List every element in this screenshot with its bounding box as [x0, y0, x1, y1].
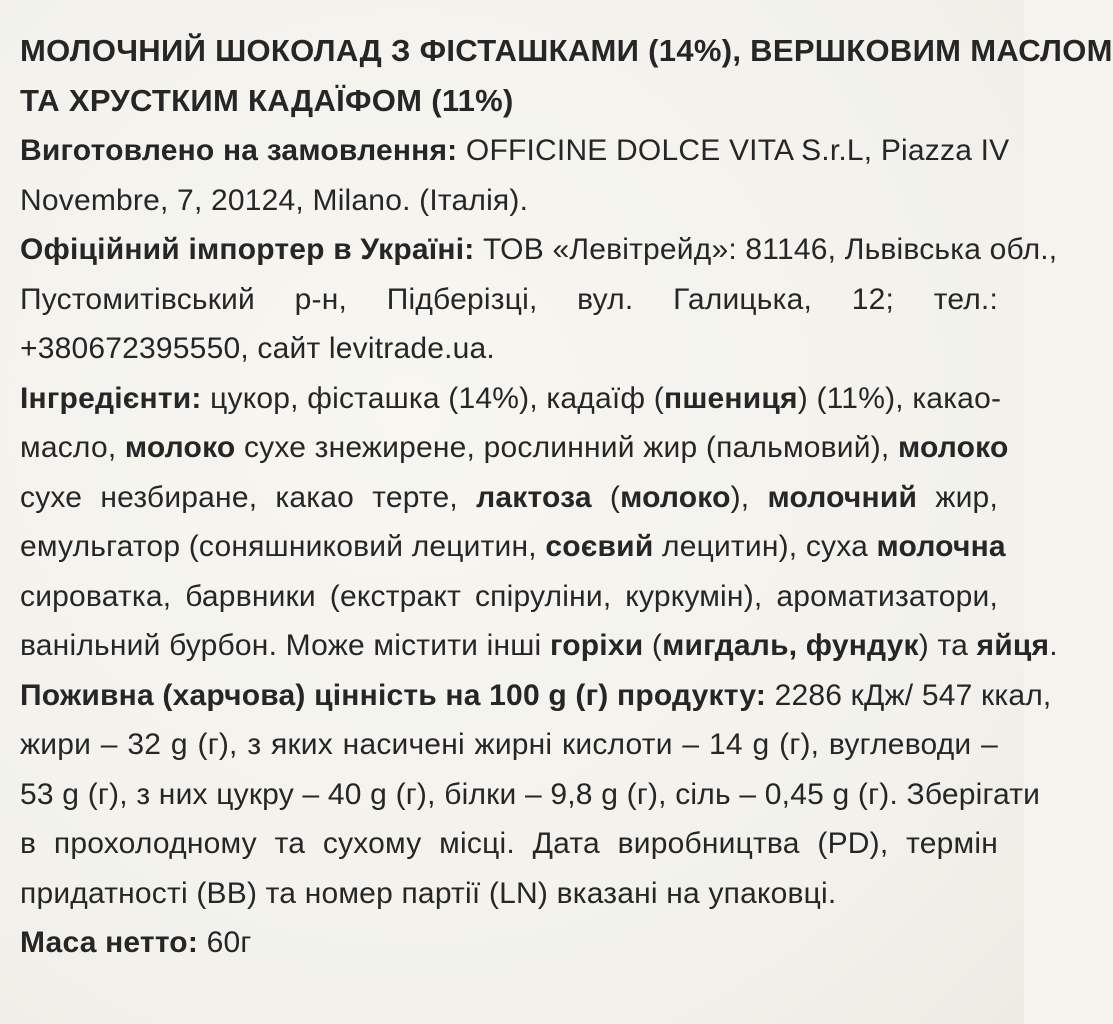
ingredients-text: (	[591, 480, 621, 514]
allergen-text: соєвий	[545, 530, 654, 563]
nutrition-line-4: в прохолодному та сухому місці. Дата виробництва (PD), термін	[20, 827, 998, 860]
allergen-text: горіхи	[549, 629, 644, 662]
net-weight-value: 60г	[206, 926, 252, 959]
importer-section	[20, 225, 1058, 374]
importer-line-2: Пустомитівський р-н, Підберізці, вул. Галицька, 12; тел.:	[20, 282, 998, 316]
ingredients-line-3	[20, 473, 998, 523]
allergen-text: лактоза	[476, 480, 592, 514]
ingredients-line-5	[20, 572, 998, 622]
allergen-text: молоко	[124, 431, 236, 464]
ingredients-line-2	[20, 423, 1009, 473]
ingredients-text: жир,	[917, 480, 998, 514]
ingredients-text: ванільний бурбон. Може містити інші	[20, 629, 550, 662]
ingredients-text: ) (11%), какао-	[797, 381, 1002, 415]
importer-line-3: +380672395550, сайт levitrade.ua.	[20, 332, 495, 365]
importer-label: Офіційний імпортер в Україні:	[20, 233, 475, 266]
ingredients-text: масло,	[20, 431, 125, 464]
allergen-text: мигдаль, фундук	[662, 629, 919, 662]
allergen-text: пшениця	[664, 381, 798, 415]
ingredients-section	[20, 374, 1058, 671]
nutrition-section	[20, 671, 1052, 919]
title-line-2: ТА ХРУСТКИМ КАДАЇФОМ (11%)	[20, 83, 514, 118]
ingredients-text: .	[1049, 629, 1058, 662]
ingredients-line-4	[20, 522, 1006, 572]
manufacturer-section	[20, 126, 1010, 225]
nutrition-line-5: придатності (BB) та номер партії (LN) вказані на упаковці.	[20, 876, 837, 910]
nutrition-text: 2286 кДж/ 547 ккал,	[774, 678, 1052, 712]
allergen-text: молочний	[767, 480, 918, 514]
importer-text: ТОВ «Левітрейд»: 81146, Львівська обл.,	[482, 233, 1058, 266]
ingredients-text: сухе незбиране, какао терте,	[20, 480, 477, 514]
ingredients-text: ),	[730, 480, 768, 514]
ingredients-text: цукор, фісташка (14%), кадаїф (	[210, 381, 664, 415]
ingredients-text: лецитин), суха	[653, 530, 877, 563]
net-weight-section	[20, 918, 998, 968]
manufacturer-line-1	[20, 126, 1010, 176]
nutrition-line-2: жири – 32 g (г), з яких насичені жирні кислоти – 14 g (г), вуглеводи –	[20, 728, 998, 761]
ingredients-line-6	[20, 621, 1058, 671]
manufacturer-label: Виготовлено на замовлення:	[20, 134, 458, 167]
net-weight-line	[20, 918, 998, 968]
title-line-1: МОЛОЧНИЙ ШОКОЛАД З ФІСТАШКАМИ (14%), ВЕРШКОВИМ МАСЛОМ	[20, 33, 1113, 68]
allergen-text: молоко	[620, 480, 731, 514]
product-title	[20, 26, 1113, 126]
manufacturer-text: OFFICINE DOLCE VITA S.r.L, Piazza IV	[465, 134, 1010, 167]
allergen-text: яйця	[976, 629, 1050, 662]
ingredients-text: сухе знежирене, рослинний жир (пальмовий),	[235, 431, 898, 464]
ingredients-text: сироватка, барвники (екстракт спіруліни, куркумін), ароматизатори,	[20, 579, 998, 613]
net-weight-label: Маса нетто:	[20, 926, 199, 959]
manufacturer-line-2: Novembre, 7, 20124, Milano. (Італія).	[20, 183, 529, 217]
ingredients-text: емульгатор (соняшниковий лецитин,	[20, 530, 546, 563]
ingredients-label: Інгредієнти:	[20, 381, 202, 415]
importer-line-1	[20, 225, 1058, 275]
nutrition-label: Поживна (харчова) цінність на 100 g (г) продукту:	[20, 678, 767, 712]
nutrition-line-3: 53 g (г), з них цукру – 40 g (г), білки – 9,8 g (г), сіль – 0,45 g (г). Зберігати	[20, 777, 1041, 811]
ingredients-text: (	[643, 629, 663, 662]
allergen-text: молочна	[876, 530, 1006, 563]
ingredients-text: ) та	[918, 629, 977, 662]
ingredients-line-1	[20, 374, 1002, 424]
nutrition-line-1	[20, 671, 1052, 721]
allergen-text: молоко	[897, 431, 1009, 464]
